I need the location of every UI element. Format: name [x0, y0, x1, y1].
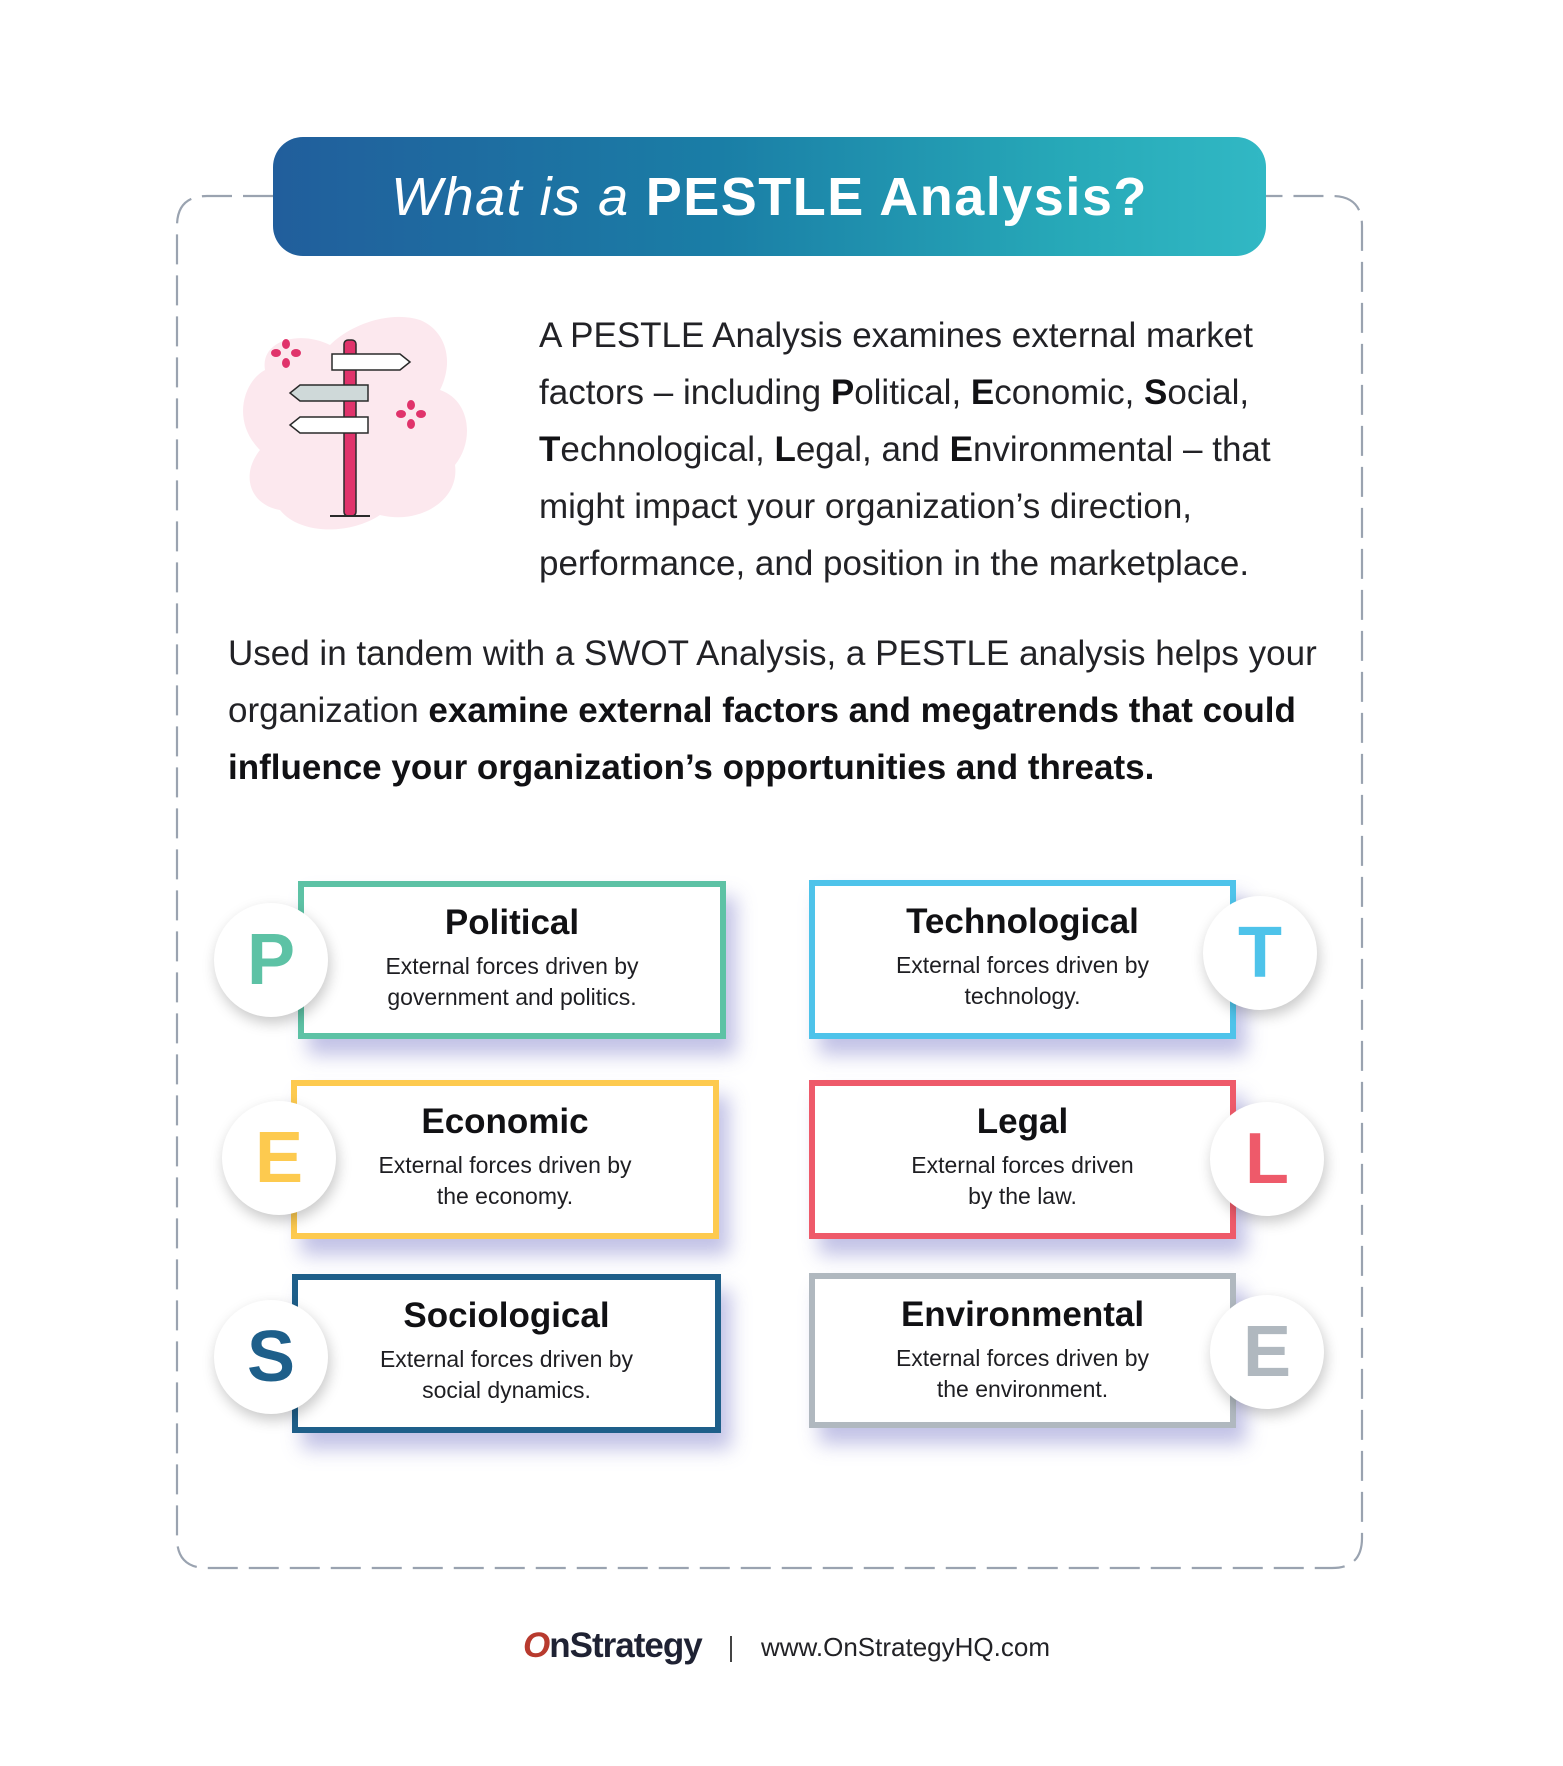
- intro-text: nvironmental – that might impact your organization’s direction, performance, and position in the marketplace.: [539, 430, 1271, 583]
- usage-text: Used in tandem with a SWOT Analysis, a PESTLE analysis helps your organization: [228, 634, 1317, 730]
- card-title: Economic: [421, 1102, 589, 1141]
- letter-p: P: [246, 920, 296, 1000]
- card-desc-line1: External forces driven by: [895, 952, 1150, 978]
- card-title: Environmental: [900, 1295, 1145, 1334]
- intro-letter-e2: E: [949, 430, 973, 469]
- intro-text: egal, and: [795, 430, 950, 469]
- usage-bold-text: examine external factors and megatrends that could influence your organization’s opportunities and threats.: [228, 691, 1296, 787]
- card-desc-line2: by the law.: [968, 1183, 1077, 1209]
- intro-letter-p: P: [830, 373, 855, 412]
- intro-text: olitical,: [854, 373, 971, 412]
- logo-text: nStrategy: [549, 1626, 702, 1665]
- card-desc-line1: External forces driven by: [378, 1152, 632, 1178]
- intro-letter-s: S: [1144, 373, 1168, 412]
- card-legal: [809, 1080, 1236, 1239]
- intro-letter-t: T: [539, 430, 561, 469]
- intro-text: conomic,: [994, 373, 1145, 412]
- card-economic: [291, 1080, 719, 1239]
- badge-t: [1203, 896, 1317, 1010]
- card-desc-line1: External forces driven by: [379, 1346, 634, 1372]
- signpost-icon: [220, 300, 480, 540]
- footer-separator: [730, 1636, 732, 1662]
- card-title: Technological: [906, 902, 1139, 941]
- usage-paragraph: [228, 625, 1328, 796]
- onstrategy-logo[interactable]: [523, 1626, 702, 1666]
- badge-e-environmental: [1210, 1295, 1324, 1409]
- card-desc-line1: External forces driven by: [385, 953, 639, 979]
- title-banner: [273, 137, 1266, 256]
- card-sociological: [292, 1274, 721, 1433]
- card-desc-line2: the environment.: [936, 1376, 1109, 1402]
- letter-t: T: [1238, 913, 1282, 993]
- logo-o: O: [523, 1626, 550, 1665]
- card-desc-line2: technology.: [964, 983, 1081, 1009]
- letter-l: L: [1245, 1119, 1289, 1199]
- card-title: Sociological: [403, 1296, 610, 1335]
- title-bold: PESTLE Analysis?: [645, 166, 1148, 227]
- card-desc-line2: social dynamics.: [422, 1377, 591, 1403]
- letter-e: E: [254, 1118, 304, 1198]
- intro-letter-l: L: [774, 430, 796, 469]
- signpost-illustration: [220, 300, 480, 540]
- badge-l: [1210, 1102, 1324, 1216]
- card-desc-line1: External forces driven: [911, 1152, 1134, 1178]
- footer: [0, 1626, 1563, 1676]
- letter-e: E: [1242, 1312, 1292, 1392]
- intro-text: A PESTLE Analysis examines external market factors – including: [539, 316, 1253, 412]
- card-political: [298, 881, 726, 1039]
- card-title: Legal: [976, 1102, 1069, 1141]
- card-desc-line2: the economy.: [436, 1183, 574, 1209]
- letter-s: S: [246, 1317, 296, 1397]
- website-link[interactable]: www.OnStrategyHQ.com: [761, 1632, 1050, 1662]
- card-desc-line1: External forces driven by: [895, 1345, 1150, 1371]
- title-light: What is a: [391, 166, 630, 227]
- card-title: Political: [444, 903, 580, 942]
- intro-paragraph: [539, 307, 1339, 592]
- intro-text: echnological,: [560, 430, 775, 469]
- card-desc-line2: government and politics.: [387, 984, 637, 1010]
- card-technological: [809, 880, 1236, 1039]
- badge-e-economic: [222, 1101, 336, 1215]
- badge-s: [214, 1300, 328, 1414]
- intro-text: ocial,: [1167, 373, 1250, 412]
- card-environmental: [809, 1273, 1236, 1428]
- intro-letter-e: E: [970, 373, 995, 412]
- badge-p: [214, 903, 328, 1017]
